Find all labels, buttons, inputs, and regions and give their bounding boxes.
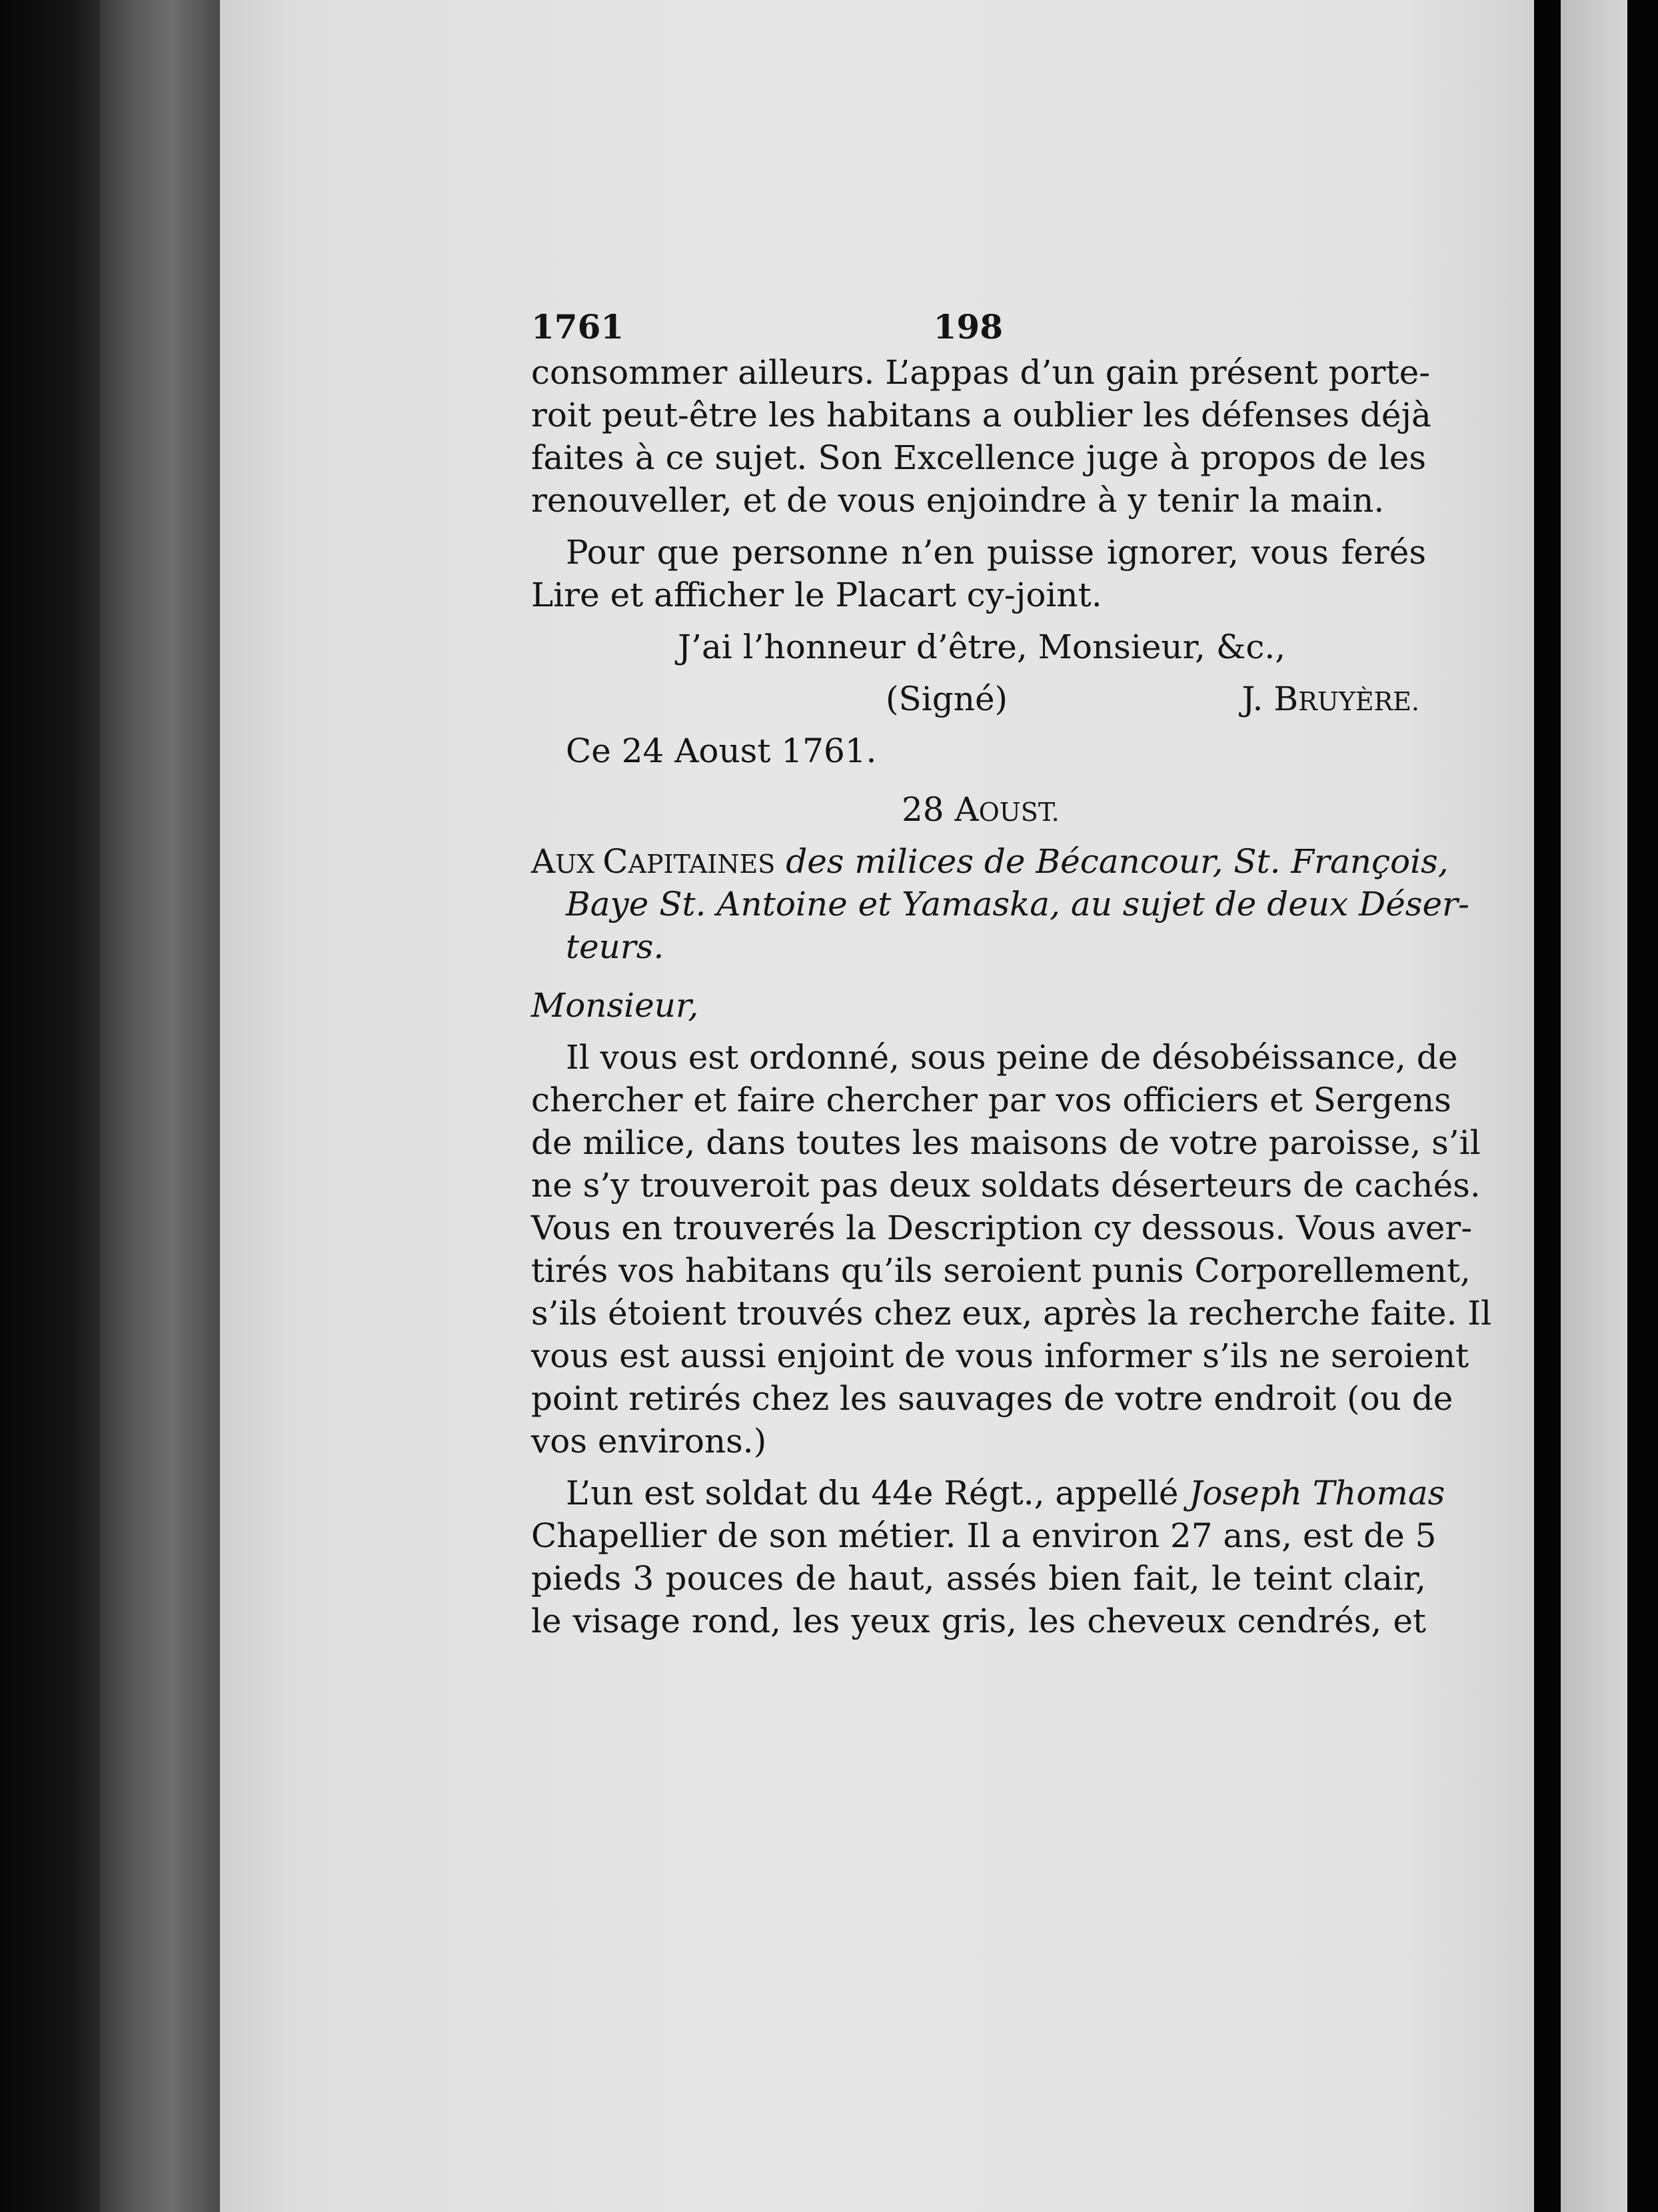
text-line: vos environs.) [531, 1422, 767, 1460]
address-heading [531, 840, 1469, 968]
page-text [531, 303, 1492, 1642]
text-line: Pour que personne n’en puisse ignorer, vous ferés [566, 533, 1426, 572]
page-number: 198 [933, 307, 1003, 346]
address-line-2: Baye St. Antoine et Yamaska, au sujet de deux Déser- [566, 885, 1469, 923]
text-line: roit peut-être les habitans a oublier les défenses déjà [531, 396, 1431, 434]
text-line: tirés vos habitans qu’ils seroient punis Corporellement, [531, 1251, 1471, 1290]
text-line: Lire et afficher le Placart cy-joint. [531, 576, 1102, 614]
text-line: consommer ailleurs. L’appas d’un gain présent porte- [531, 353, 1431, 392]
text-line: chercher et faire chercher par vos officiers et Sergens [531, 1081, 1451, 1119]
text-line: Chapellier de son métier. Il a environ 27 ans, est de 5 [531, 1516, 1437, 1555]
text-line: Vous en trouverés la Description cy dessous. Vous aver- [531, 1209, 1473, 1247]
signer-name: J. BRUYÈRE. [1242, 680, 1419, 718]
scan-left-edge [0, 0, 100, 2212]
text-line: L’un est soldat du 44e Régt., appellé Joseph Thomas [566, 1474, 1445, 1512]
paragraph-4 [531, 1472, 1445, 1642]
text-line: le visage rond, les yeux gris, les cheveux cendrés, et [531, 1602, 1426, 1640]
book-binding-strip [100, 0, 220, 2212]
paragraph-2 [531, 531, 1426, 616]
paragraph-1 [531, 351, 1431, 522]
date-line: Ce 24 Aoust 1761. [566, 732, 877, 770]
address-line-3: teurs. [566, 927, 664, 966]
salutation: Monsieur, [531, 986, 699, 1025]
closing-formula: J’ai l’honneur d’être, Monsieur, &c., [678, 628, 1286, 666]
page-gap [1534, 0, 1561, 2212]
running-header [531, 303, 1003, 351]
scan-right-edge [1627, 0, 1658, 2212]
address-line-1: AUX CAPITAINES des milices de Bécancour, St. François, [531, 842, 1449, 881]
text-line: renouveller, et de vous enjoindre à y tenir la main. [531, 481, 1385, 520]
header-year: 1761 [531, 307, 624, 346]
text-line: s’ils étoient trouvés chez eux, après la recherche faite. Il [531, 1294, 1492, 1333]
text-line: ne s’y trouveroit pas deux soldats déserteurs de cachés. [531, 1166, 1481, 1205]
text-line: faites à ce sujet. Son Excellence juge à propos de les [531, 438, 1426, 477]
text-line: Il vous est ordonné, sous peine de désobéissance, de [566, 1038, 1458, 1077]
text-line: pieds 3 pouces de haut, assés bien fait, le teint clair, [531, 1559, 1426, 1598]
paragraph-3 [531, 1036, 1492, 1462]
text-line: vous est aussi enjoint de vous informer s’ils ne seroient [531, 1337, 1469, 1375]
entry-date-heading: 28 AOUST. [902, 790, 1060, 829]
adjacent-page-edge [1561, 0, 1627, 2212]
signed-mark: (Signé) [886, 680, 1008, 718]
signature-line [531, 678, 1426, 720]
text-line: de milice, dans toutes les maisons de votre paroisse, s’il [531, 1123, 1481, 1162]
text-line: point retirés chez les sauvages de votre endroit (ou de [531, 1379, 1453, 1418]
